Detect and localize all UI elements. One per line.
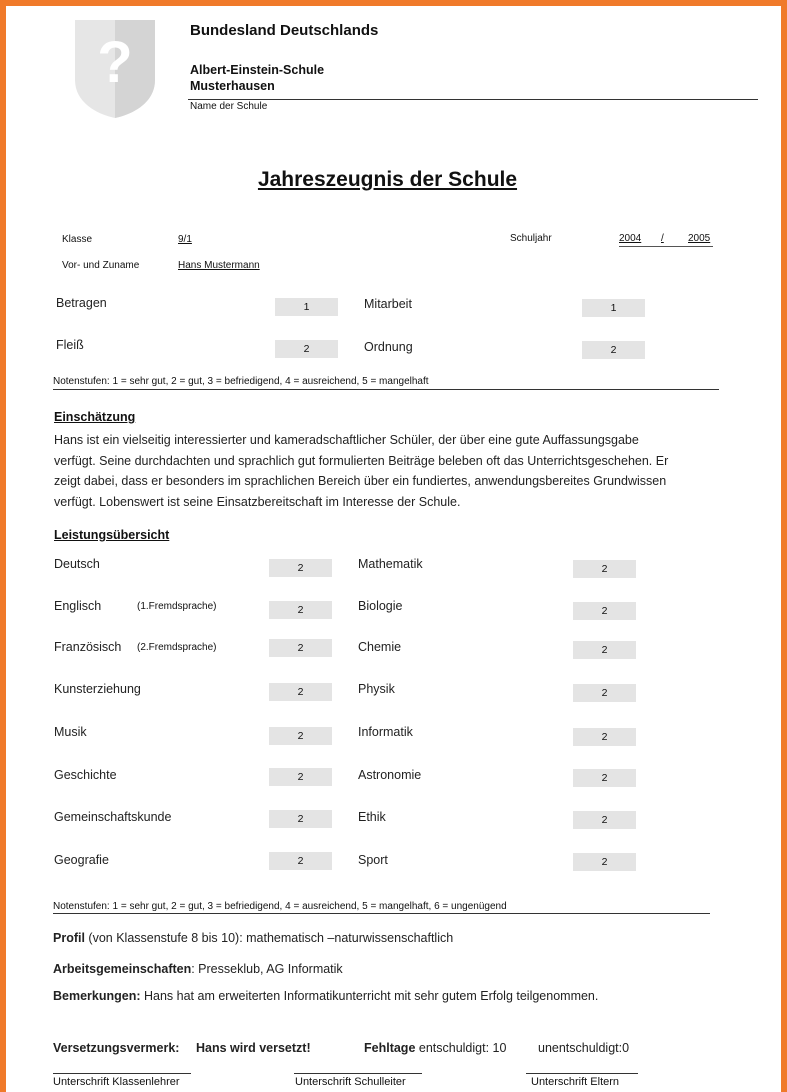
subject-label: Mathematik [358,557,423,571]
subject-grade: 2 [573,641,636,659]
assessment-line: Hans ist ein vielseitig interessierter und kameradschaftlicher Schüler, der über eine gute Auffassungsgabe [54,433,639,447]
absence-unexcused: unentschuldigt:0 [538,1041,630,1055]
subject-label: Biologie [358,599,403,613]
subject-grade: 2 [573,602,636,620]
school-year-to: 2005 [688,233,711,244]
assessment-heading: Einschätzung [54,410,136,424]
promotion-value: Hans wird versetzt! [196,1041,311,1055]
working-groups-value: : Presseklub, AG Informatik [191,962,343,976]
subject-label: Deutsch [54,557,100,571]
subject-grade: 2 [573,853,636,871]
signature-caption: Unterschrift Klassenlehrer [53,1076,180,1088]
school-year-separator: / [661,233,664,244]
subject-label: Ethik [358,810,386,824]
subject-label: Informatik [358,725,413,739]
school-year-from: 2004 [619,233,642,244]
assessment-line: verfügt. Seine durchdachten und sprachlich gut formulierten Beiträge beleben oft das Unterrichtsgeschehen. Er [54,453,669,468]
page-title: Jahreszeugnis der Schule [257,168,518,191]
subject-grade: 2 [269,601,332,619]
school-crest-icon [74,18,156,118]
student-name-value: Hans Mustermann [178,260,260,271]
school-name-caption: Name der Schule [190,101,268,112]
conduct-grade: 2 [582,341,645,359]
signature-line [53,1073,191,1074]
subject-note: (2.Fremdsprache) [137,642,217,653]
conduct-label: Betragen [56,296,107,310]
grading-scale-note: Notenstufen: 1 = sehr gut, 2 = gut, 3 = befriedigend, 4 = ausreichend, 5 = mangelhaft, 6 = ungenügend [53,901,507,912]
header-divider [188,99,758,100]
remarks-value: Hans hat am erweiterten Informatikunterricht mit sehr gutem Erfolg teilgenommen. [140,989,599,1003]
subject-grade: 2 [269,810,332,828]
conduct-label: Mitarbeit [364,297,412,311]
remarks-line [53,989,598,1003]
subject-grade: 2 [269,727,332,745]
signature-caption: Unterschrift Eltern [531,1076,620,1088]
subject-label: Gemeinschaftskunde [54,810,172,824]
subject-grade: 2 [573,560,636,578]
absence-excused: entschuldigt: 10 [415,1041,507,1055]
signature-line [294,1073,422,1074]
school-year-underline [619,246,713,247]
performance-heading: Leistungsübersicht [54,528,170,542]
signature-line [526,1073,638,1074]
subject-label: Chemie [358,640,402,654]
subject-label: Englisch [54,599,102,613]
conduct-grade: 1 [582,299,645,317]
working-groups-line [53,962,343,976]
subject-label: Geografie [54,853,109,867]
subject-note: (1.Fremdsprache) [137,601,217,612]
conduct-grade: 2 [275,340,338,358]
svg-text:?: ? [97,30,133,95]
divider [53,913,710,914]
class-label: Klasse [62,234,93,245]
class-value: 9/1 [178,234,192,245]
subject-label: Geschichte [54,768,117,782]
subject-grade: 2 [573,684,636,702]
subject-label: Musik [54,725,87,739]
subject-label: Astronomie [358,768,422,782]
subject-grade: 2 [269,559,332,577]
divider [53,389,719,390]
promotion-label: Versetzungsvermerk: [53,1041,180,1055]
state-name: Bundesland Deutschlands [190,22,379,39]
conduct-label: Ordnung [364,340,413,354]
subject-grade: 2 [573,769,636,787]
subject-grade: 2 [269,852,332,870]
profile-line [53,931,453,945]
subject-grade: 2 [573,728,636,746]
assessment-text [54,430,714,512]
absence-line [364,1041,506,1055]
subject-label: Französisch [54,640,122,654]
school-name: Albert-Einstein-Schule [190,63,325,77]
subject-grade: 2 [269,768,332,786]
subject-label: Sport [358,853,388,867]
profile-label: Profil [53,931,85,945]
profile-value: (von Klassenstufe 8 bis 10): mathematisch –naturwissenschaftlich [84,931,454,945]
signature-caption: Unterschrift Schulleiter [295,1076,406,1088]
subject-label: Physik [358,682,395,696]
subject-grade: 2 [269,639,332,657]
school-year-label: Schuljahr [510,233,552,244]
grading-scale-note: Notenstufen: 1 = sehr gut, 2 = gut, 3 = befriedigend, 4 = ausreichend, 5 = mangelhaft [53,376,429,387]
working-groups-label: Arbeitsgemeinschaften [53,962,192,976]
student-name-label: Vor- und Zuname [62,260,140,271]
subject-grade: 2 [573,811,636,829]
remarks-label: Bemerkungen: [53,989,141,1003]
assessment-line: zeigt dabei, dass er besonders im sprachlichen Bereich über ein fundiertes, anwendungsbereites Grundwissen [54,474,667,488]
conduct-label: Fleiß [56,338,84,352]
conduct-grade: 1 [275,298,338,316]
subject-grade: 2 [269,683,332,701]
school-city: Musterhausen [190,79,275,93]
subject-label: Kunsterziehung [54,682,141,696]
assessment-line: verfügt. Lobenswert ist seine Einsatzbereitschaft im Interesse der Schule. [54,494,461,509]
absence-label: Fehltage [364,1041,416,1055]
